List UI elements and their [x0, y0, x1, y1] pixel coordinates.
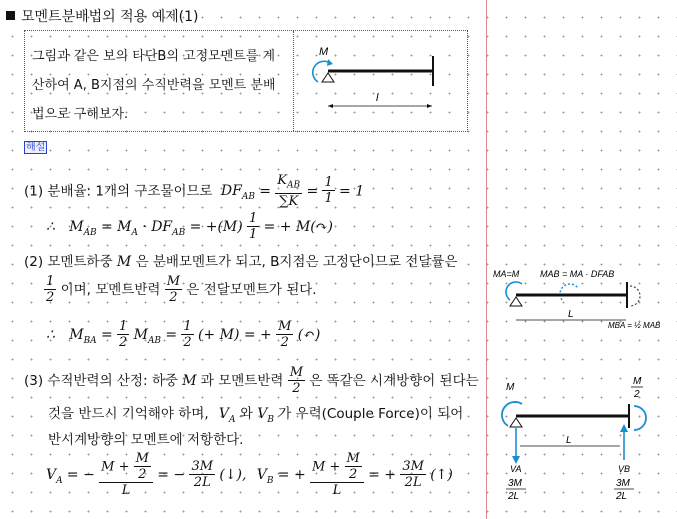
step1-frac-one-b: [247, 212, 259, 242]
right-figure-distribution: [490, 262, 677, 334]
mab-m: M: [69, 219, 84, 235]
fig1-moment-b-icon: [630, 286, 640, 306]
vb-v: V: [257, 406, 268, 422]
mba-sub: BA: [83, 335, 97, 346]
step2-label: (2) 모멘트하중: [24, 254, 113, 270]
inner-frac-a: [134, 452, 151, 482]
ma-term: [100, 219, 138, 238]
step2-line2: [44, 275, 317, 305]
step2-m: M: [116, 254, 132, 270]
moment-arrowhead-icon: [327, 59, 333, 66]
tm-a-den: 2L: [193, 475, 211, 490]
fig2-va-label: VA: [510, 464, 522, 474]
fig2-va-den: 2L: [508, 491, 520, 502]
step1-frac-k: [275, 174, 302, 209]
tm-a-num: 3M: [191, 459, 214, 474]
step2-line3: [46, 320, 320, 350]
va-sub: A: [229, 414, 236, 425]
fig1-span-label: L: [568, 309, 574, 320]
vb-sub: B: [267, 414, 274, 425]
big-num-b-text: M +: [312, 459, 341, 475]
step3-label: (3) 수직반력의 산정: 하중: [24, 373, 178, 389]
problem-text: 그림과 같은 보의 타단B의 고정모멘트를 계산하여 A, B지점의 수직반력을 모멘트 분배법으로 구해보자.: [32, 49, 276, 122]
fig1-mba-label: MBA = ½ MAB: [608, 321, 661, 330]
step3-line2: [48, 402, 463, 425]
step3-and: 와: [239, 406, 253, 422]
eq-sign-1: =: [259, 183, 271, 200]
down-dir: (↓),: [219, 467, 247, 483]
tm-frac-b: [400, 460, 426, 490]
eq-plus-2: = +: [368, 467, 397, 483]
tm-b-num: 3M: [402, 459, 424, 474]
fig2-span-label: L: [566, 435, 572, 446]
eq-sign-2: =: [306, 183, 319, 200]
pin-support-icon: [322, 73, 334, 82]
eq-vb-sub: B: [266, 475, 274, 486]
half-den-c: 2: [183, 335, 192, 350]
bullet-square-icon: [6, 11, 15, 20]
therefore-1: ∴: [46, 219, 55, 235]
fig2-vb-num: 3M: [616, 478, 630, 489]
mab2-sub: AB: [147, 335, 162, 346]
inner-a-den: 2: [138, 467, 147, 482]
half-den-b: 2: [119, 335, 128, 350]
mba-m: M: [69, 327, 84, 343]
figure-span-label: l: [376, 92, 379, 104]
fig1-pin-icon: [510, 297, 522, 306]
ma-m: = M: [100, 219, 132, 235]
eq-plus-1: = +: [277, 467, 306, 483]
problem-divider: [293, 31, 294, 131]
step1-line1: [24, 174, 364, 209]
fig2-m-left: M: [506, 382, 515, 393]
eq-va: [46, 467, 63, 486]
step1-df: [220, 183, 255, 203]
m2-den-b: 2: [280, 335, 289, 350]
one-den-b: 1: [249, 227, 258, 242]
big-frac-a: [99, 452, 153, 498]
ma-sub: A: [131, 227, 138, 238]
step1-line2-result: = + M(↷): [263, 219, 333, 235]
eq-vb: [256, 467, 274, 486]
fig1-mab-label: MAB = MA · DFAB: [540, 269, 615, 279]
step2-m-over-2: [165, 275, 182, 305]
mab-term-2: [133, 327, 162, 346]
step2-half-c: [181, 320, 193, 350]
step2-text-2: 이며, 모멘트반력: [60, 282, 161, 298]
fig2-pin-icon: [510, 418, 522, 427]
fig2-m-right-den: 2: [634, 389, 640, 400]
dfab-term: [142, 219, 186, 238]
step2-plus-m: (+ M) = +: [197, 327, 272, 343]
inner-b-num: M: [346, 451, 360, 466]
tm-b-den: 2L: [404, 475, 422, 490]
s3-m2-num: M: [289, 365, 304, 380]
right-figure-reactions: [492, 376, 674, 516]
step2-text-1: 은 분배모멘트가 되고, B지점은 고정단이므로 전달률은: [135, 254, 458, 270]
dim-arrow-left-icon: [328, 104, 333, 108]
va-v: V: [218, 406, 230, 422]
step2-half-b: [117, 320, 129, 350]
fig2-vb-arrowhead-icon: [620, 424, 628, 432]
m2-num-b: M: [278, 319, 292, 334]
eq-minus-2: = −: [157, 467, 186, 483]
mab-term: [69, 219, 97, 238]
dim-arrow-right-icon: [427, 104, 432, 108]
m2-den: 2: [169, 290, 178, 305]
half-num-b: 1: [119, 319, 128, 334]
k-num: K: [277, 173, 288, 188]
step3-text-2: 은 똑같은 시계방향이 된다는: [309, 373, 479, 389]
solution-badge: 해설: [26, 142, 46, 153]
step3-equation: [46, 452, 453, 498]
problem-beam-figure: [300, 38, 450, 120]
inner-a-num: M: [135, 451, 149, 466]
eq-sign-3: =: [100, 327, 113, 343]
eq-va-v: V: [46, 467, 57, 483]
step3-text-4: 가 우력(Couple Force)이 되어: [278, 406, 464, 422]
section-title: [6, 6, 199, 26]
fig2-va-num: 3M: [508, 478, 522, 489]
dfab-text: · DF: [142, 219, 173, 235]
inner-frac-b: [345, 452, 362, 482]
fig2-vb-den: 2L: [616, 491, 628, 502]
s3-m2-den: 2: [292, 381, 301, 396]
half-num-c: 1: [183, 319, 192, 334]
va-term: [218, 406, 236, 425]
half-den: 2: [46, 290, 55, 305]
eq-sign-4: =: [165, 327, 178, 343]
therefore-2: ∴: [46, 327, 55, 343]
fig2-m-right-num: M: [633, 376, 642, 387]
df-text: DF: [220, 183, 242, 200]
mab2-m: M: [133, 327, 148, 343]
up-dir: (↑): [430, 467, 453, 483]
step3-text-1: 과 모멘트반력: [200, 373, 284, 389]
one-num-b: 1: [249, 211, 258, 226]
eq-minus-1: = −: [66, 467, 95, 483]
step2-line1: [24, 250, 457, 270]
k-num-sub: AB: [287, 180, 301, 191]
section-title-text: 모멘트분배법의 적용 예제(1): [21, 9, 199, 25]
fig1-moment-a-icon: [506, 282, 522, 300]
vb-term: [257, 406, 274, 425]
page-margin-line: [486, 0, 487, 519]
step1-result: = 1: [339, 183, 365, 200]
one-num: 1: [324, 175, 333, 191]
big-den-a: L: [121, 483, 131, 498]
m2-num: M: [166, 274, 181, 289]
mab-sub: AB: [83, 227, 97, 238]
fig2-va-arrowhead-icon: [512, 456, 520, 464]
step2-text-3: 은 전달모멘트가 된다.: [186, 282, 317, 298]
step3-line1: [24, 366, 479, 396]
k-den: ∑K: [279, 193, 299, 209]
step3-m: M: [182, 373, 197, 389]
step3-line3: 반시계방향의 모멘트에 저항한다.: [48, 432, 244, 448]
df-sub: AB: [241, 192, 255, 203]
figure-moment-label: M: [319, 46, 329, 58]
eq-va-sub: A: [56, 475, 63, 486]
big-frac-b: [310, 452, 364, 498]
plus-m-term: = +(M): [189, 219, 243, 235]
big-num-a-text: M +: [101, 459, 130, 475]
inner-b-den: 2: [349, 467, 358, 482]
step2-result: (↶): [297, 327, 321, 343]
step1-frac-one: [322, 176, 334, 206]
fig2-vb-label: VB: [618, 464, 631, 474]
half-num: 1: [46, 274, 55, 289]
step1-line2: [46, 212, 333, 242]
step1-label: (1) 분배율: 1개의 구조물이므로: [24, 183, 213, 200]
step2-m-over-2-b: [276, 320, 293, 350]
step3-m-over-2: [288, 366, 305, 396]
fig1-ma-label: MA=M: [493, 269, 520, 279]
big-den-b: L: [332, 483, 342, 498]
eq-vb-v: V: [256, 467, 267, 483]
tm-frac-a: [189, 460, 215, 490]
dfab-sub: AB: [172, 227, 186, 238]
fig1-moment-mid-icon: [560, 284, 578, 300]
step2-half: [44, 275, 56, 305]
step3-text-3: 것을 반드시 기억해야 하며,: [48, 406, 209, 422]
one-den: 1: [324, 191, 333, 207]
fig2-moment-b-icon: [634, 406, 646, 430]
mba-term: [69, 327, 97, 346]
